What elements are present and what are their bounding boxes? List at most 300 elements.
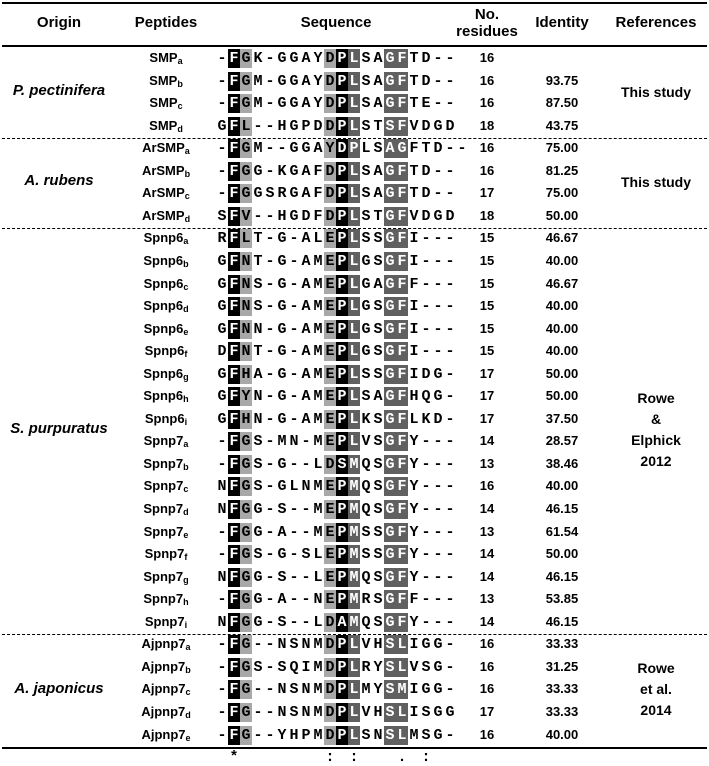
table-row [0,724,709,746]
peptide-name [118,498,214,520]
residue: G [385,388,395,406]
residue: A [373,50,383,67]
residue: P [337,162,347,180]
residue: A [385,140,395,158]
identity-value: 50.00 [545,207,579,223]
sequence [216,72,456,91]
residue: - [421,433,431,451]
residue: - [217,523,227,541]
peptide-subscript: b [185,664,191,675]
residue: - [301,501,311,518]
residue: - [445,410,455,428]
consensus-line [216,750,456,766]
residue: P [337,433,347,451]
residue: - [289,546,299,564]
residue: L [241,117,251,135]
residue: P [337,591,347,609]
residue: - [289,613,299,631]
table-row [0,498,709,520]
residue: N [301,681,311,699]
peptide-subscript: g [183,574,189,585]
residue: M [349,546,359,564]
identity-value: 46.15 [545,501,579,516]
residue: F [409,591,419,609]
peptide-name [118,363,214,385]
residue: G [241,72,251,90]
peptide-name-text: SMP [149,117,178,133]
residue: - [445,230,455,248]
residue: G [277,320,287,338]
peptide-name [118,453,214,475]
residue: E [325,501,335,518]
table-row [0,137,709,159]
residue: A [301,320,311,338]
residue: - [265,298,275,316]
residue: D [433,140,443,158]
peptide-subscript: h [183,597,189,608]
residue: N [217,613,227,631]
residue: M [349,568,359,586]
peptide-name [118,611,214,633]
residue: - [289,455,299,473]
table-row [0,453,709,475]
peptide-name-text: Spnp7 [143,591,184,607]
residue: F [229,388,239,406]
residue: G [277,72,287,90]
consensus-mark [264,750,276,766]
consensus-mark [384,750,396,766]
consensus-mark: : [325,749,335,766]
residue: G [385,275,395,293]
residue-count: 18 [479,207,495,223]
identity-value: 33.33 [545,681,579,697]
sequence [216,410,456,429]
consensus-mark [276,750,288,766]
residue: F [397,275,407,293]
residue: F [397,365,407,383]
residue: - [445,140,455,158]
residue: - [265,613,275,631]
residue: - [301,613,311,631]
residue: A [301,95,311,113]
residue: - [445,501,455,518]
residue: G [433,636,443,654]
residue-count: 16 [479,95,495,111]
residue: M [349,455,359,473]
residue: M [253,72,263,90]
residue: M [313,343,323,361]
residue: N [253,320,263,338]
identity-value: 40.00 [545,252,579,268]
residue: A [373,388,383,406]
residue: T [253,343,263,361]
residue: Q [361,501,371,518]
residue: A [301,185,311,203]
reference-line: Rowe [637,390,675,407]
residue: M [313,298,323,316]
identity-value: 87.50 [545,95,579,111]
origin-species: A. japonicus [14,679,104,697]
residue-count: 16 [479,140,495,156]
sequence [216,680,456,699]
residue: - [421,591,431,609]
residue: G [385,162,395,180]
residue: S [361,546,371,564]
table-row [0,566,709,588]
sequence [216,342,456,361]
residue: L [397,703,407,721]
residue-count: 16 [479,50,495,65]
residue: - [265,207,275,225]
peptide-name-text: ArSMP [141,207,185,223]
residue: H [373,636,383,654]
residue: G [361,320,371,338]
residue: G [253,591,263,609]
residue: A [277,591,287,609]
residue: G [433,117,443,135]
residue: G [253,523,263,541]
residue-count: 13 [479,591,495,607]
residue: N [289,433,299,451]
peptide-subscript: e [183,529,189,540]
consensus-mark [240,750,252,766]
residue: S [385,636,395,654]
peptide-subscript: h [183,394,189,405]
consensus-mark [288,750,300,766]
residue: - [433,320,443,338]
residue: - [301,523,311,541]
peptide-subscript: d [183,507,189,517]
identity-value: 37.50 [545,410,579,426]
residue: F [397,50,407,67]
residue: L [349,365,359,383]
residue: F [409,140,419,158]
residue: F [229,658,239,676]
peptide-name-text: ArSMP [142,140,185,156]
residue: M [313,388,323,406]
residue: G [385,410,395,428]
residue: T [253,252,263,270]
residue: I [409,365,419,383]
residue: Q [361,568,371,586]
residue: F [397,388,407,406]
residue: G [253,568,263,586]
residue: M [313,320,323,338]
residue: D [325,703,335,721]
peptide-name-text: ArSMP [142,185,185,201]
residue: E [325,546,335,564]
residue: - [445,95,455,113]
residue: F [229,433,239,451]
residue: - [301,455,311,473]
residue: G [277,298,287,316]
residue: - [433,72,443,90]
residue: S [253,478,263,496]
residue: L [349,298,359,316]
residue: E [421,95,431,113]
sequence [216,613,456,632]
residue: - [289,298,299,316]
peptide-subscript: f [184,552,188,563]
residue: - [289,320,299,338]
residue: G [217,365,227,383]
residue: G [241,613,251,631]
residue: V [409,207,419,225]
residue: D [325,50,335,67]
residue: G [241,726,251,744]
residue: S [361,95,371,113]
residue: N [277,681,287,699]
table-row [0,363,709,385]
residue: P [337,365,347,383]
residue: V [361,433,371,451]
residue: - [289,568,299,586]
residue: F [229,410,239,428]
consensus-mark [444,750,456,766]
residue: Y [409,455,419,473]
residue: - [265,546,275,564]
peptide-name [118,295,214,317]
residue: Q [361,478,371,496]
residue: T [409,72,419,90]
residue: G [385,546,395,564]
residue: G [289,140,299,158]
residue: I [409,230,419,248]
residue: K [421,410,431,428]
residue: N [277,703,287,721]
reference-line: 2014 [640,702,672,719]
residue: D [325,72,335,90]
residue: L [409,410,419,428]
residue: - [277,140,287,158]
residue: G [421,636,431,654]
residue: Y [409,546,419,564]
residue: G [217,252,227,270]
residue: - [265,343,275,361]
residue: G [277,388,287,406]
peptide-name-text: Spnp6 [143,230,184,246]
residue: S [373,433,383,451]
residue: A [301,365,311,383]
header-residues [456,6,518,40]
residue: G [289,72,299,90]
residue: - [289,501,299,518]
residue: L [349,162,359,180]
residue: K [277,162,287,180]
residue: S [361,162,371,180]
table-row [0,475,709,497]
residue: G [253,613,263,631]
residue: G [385,523,395,541]
residue: S [253,546,263,564]
residue-count: 16 [479,681,495,697]
residue: S [385,681,395,699]
residue: S [277,568,287,586]
residue: S [277,658,287,676]
residue: E [325,478,335,496]
origin-species: S. purpuratus [10,420,108,438]
residue: G [277,546,287,564]
residue: - [445,252,455,270]
residue: L [349,275,359,293]
peptide-name [118,521,214,543]
residue: E [325,343,335,361]
residue: M [349,478,359,496]
residue: A [301,50,311,67]
residue: M [361,681,371,699]
residue: G [217,320,227,338]
residue: D [313,117,323,135]
peptide-name-text: Spnp6 [143,365,184,381]
residue: F [397,591,407,609]
residue: Y [373,658,383,676]
residue: A [301,388,311,406]
residue: F [409,275,419,293]
residue: - [217,50,227,67]
residue: S [385,658,395,676]
residue: G [277,365,287,383]
residue: F [229,365,239,383]
residue: S [373,140,383,158]
residue-count: 15 [479,230,495,246]
residue: L [349,72,359,90]
residue-count: 13 [479,523,495,539]
residue: G [241,140,251,158]
residue: H [277,207,287,225]
residue: F [397,501,407,518]
residue: A [373,72,383,90]
residue: S [421,726,431,744]
residue: L [349,433,359,451]
residue: S [361,207,371,225]
residue: S [217,207,227,225]
residue: - [421,298,431,316]
residue: S [385,117,395,135]
peptide-name-text: Spnp7 [143,433,184,449]
residue: G [385,433,395,451]
residue: M [277,433,287,451]
residue: - [265,275,275,293]
residue: D [217,343,227,361]
residue-count: 14 [479,613,495,629]
peptide-name [118,205,214,227]
residue: P [337,252,347,270]
residue: P [349,140,359,158]
residue: S [361,523,371,541]
peptide-name-text: Spnp6 [143,320,184,336]
peptide-subscript: e [185,732,191,743]
residue: - [265,50,275,67]
residue: T [421,140,431,158]
residue: V [241,207,251,225]
residue: L [349,703,359,721]
peptide-subscript: b [183,461,189,472]
residue: F [229,681,239,699]
residue: T [373,117,383,135]
residue: E [325,252,335,270]
identity-value: 46.67 [545,230,579,246]
header-residues-line2: residues [456,23,518,40]
residue: D [325,726,335,744]
residue: G [277,50,287,67]
residue: - [445,681,455,699]
residue: S [361,365,371,383]
residue: L [349,320,359,338]
residue: A [373,95,383,113]
residue: L [289,478,299,496]
residue: N [217,501,227,518]
peptide-name [118,318,214,340]
identity-value: 53.85 [545,591,579,607]
residue: F [229,478,239,496]
identity-value: 61.54 [545,523,579,539]
residue: L [349,185,359,203]
residue: P [337,50,347,67]
residue: L [349,681,359,699]
residue: - [433,613,443,631]
peptide-subscript: a [183,439,189,450]
residue: - [289,252,299,270]
identity-value: 43.75 [545,117,579,133]
residue: Y [409,501,419,518]
consensus-mark [300,750,312,766]
residue: - [265,703,275,721]
table-row [0,701,709,723]
consensus-mark: : [349,749,359,766]
residue: E [325,410,335,428]
residue: P [337,478,347,496]
residue: V [361,636,371,654]
residue-count: 14 [479,568,495,584]
peptide-name [118,475,214,497]
residue: P [301,726,311,744]
residue: S [361,230,371,248]
peptide-subscript: c [184,191,190,202]
residue: - [265,568,275,586]
residue-count: 15 [479,275,495,291]
peptide-subscript: b [177,78,183,89]
residue: F [229,455,239,473]
residue: - [265,365,275,383]
identity-value: 28.57 [545,433,579,449]
sequence [216,184,456,203]
residue-count: 15 [479,252,495,268]
residue: P [337,568,347,586]
residue: G [289,95,299,113]
residue: N [241,275,251,293]
residue: - [433,185,443,203]
identity-value: 31.25 [545,658,579,674]
residue: G [241,681,251,699]
residue: L [313,568,323,586]
reference [605,388,707,472]
residue: G [433,207,443,225]
residue: F [229,185,239,203]
residue: - [433,501,443,518]
residue: - [289,343,299,361]
identity-value: 40.00 [545,478,579,494]
residue: A [277,523,287,541]
sequence [216,252,456,271]
residue: F [229,207,239,225]
residue: G [217,298,227,316]
residue: G [241,433,251,451]
residue: A [373,185,383,203]
residue: I [409,252,419,270]
residue: Y [325,140,335,158]
residue: S [289,636,299,654]
residue: - [289,388,299,406]
